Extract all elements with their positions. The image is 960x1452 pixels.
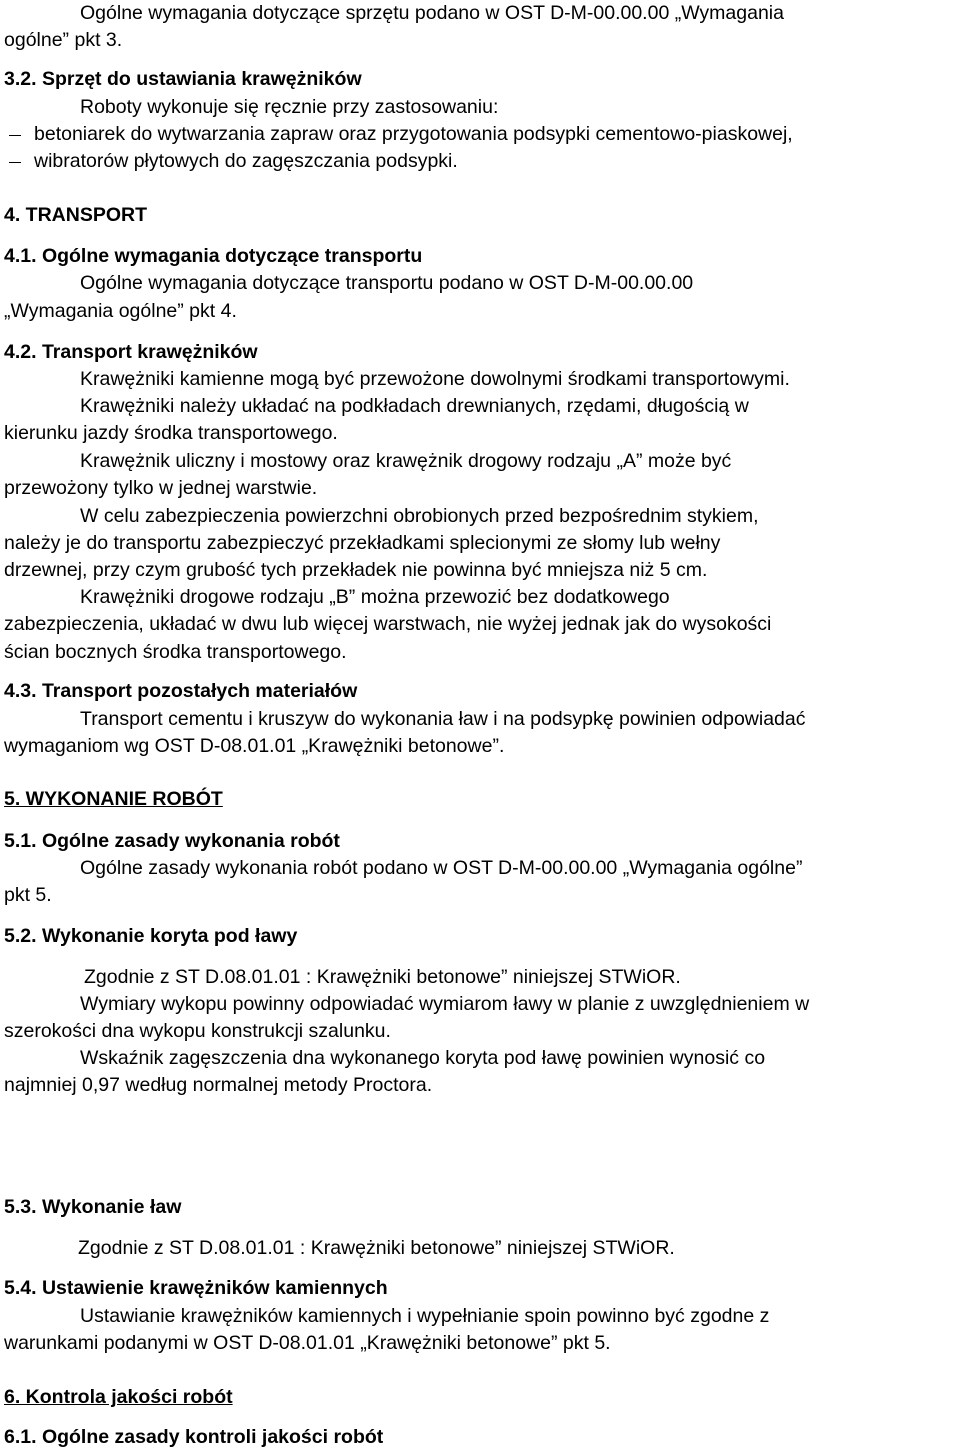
subsection-heading: 5.3. Wykonanie ław: [4, 1196, 182, 1218]
paragraph-line: ogólne” pkt 3.: [4, 29, 123, 51]
subsection-heading: 5.1. Ogólne zasady wykonania robót: [4, 830, 340, 852]
paragraph-line: „Wymagania ogólne” pkt 4.: [4, 300, 237, 322]
paragraph-line: Ustawianie krawężników kamiennych i wypełnianie spoin powinno być zgodne z: [80, 1305, 770, 1327]
paragraph-line: Krawężniki należy układać na podkładach drewnianych, rzędami, długością w: [80, 395, 749, 417]
paragraph-line: Ogólne wymagania dotyczące transportu podano w OST D-M-00.00.00: [80, 272, 694, 294]
paragraph-line: pkt 5.: [4, 884, 52, 906]
paragraph-line: należy je do transportu zabezpieczyć przekładkami splecionymi ze słomy lub wełny: [4, 532, 721, 554]
paragraph-line: przewożony tylko w jednej warstwie.: [4, 477, 318, 499]
list-dash-icon: [9, 135, 21, 136]
subsection-heading: 6.1. Ogólne zasady kontroli jakości robót: [4, 1426, 384, 1448]
paragraph-line: Roboty wykonuje się ręcznie przy zastosowaniu:: [80, 96, 499, 118]
paragraph-line: najmniej 0,97 według normalnej metody Proctora.: [4, 1074, 433, 1096]
paragraph-line: Zgodnie z ST D.08.01.01 : Krawężniki betonowe” niniejszej STWiOR.: [78, 1237, 675, 1259]
subsection-heading: 3.2. Sprzęt do ustawiania krawężników: [4, 68, 362, 90]
subsection-heading: 4.2. Transport krawężników: [4, 341, 258, 363]
subsection-heading: 4.3. Transport pozostałych materiałów: [4, 680, 358, 702]
paragraph-line: ścian bocznych środka transportowego.: [4, 641, 347, 663]
paragraph-line: Krawężnik uliczny i mostowy oraz krawężnik drogowy rodzaju „A” może być: [80, 450, 732, 472]
subsection-heading: 5.2. Wykonanie koryta pod ławy: [4, 925, 298, 947]
paragraph-line: Wskaźnik zagęszczenia dna wykonanego koryta pod ławę powinien wynosić co: [80, 1047, 766, 1069]
subsection-heading: 5.4. Ustawienie krawężników kamiennych: [4, 1277, 388, 1299]
section-heading: 4. TRANSPORT: [4, 204, 148, 226]
paragraph-line: Wymiary wykopu powinny odpowiadać wymiarom ławy w planie z uwzględnieniem w: [80, 993, 810, 1015]
paragraph-line: warunkami podanymi w OST D-08.01.01 „Krawężniki betonowe” pkt 5.: [4, 1332, 611, 1354]
paragraph-line: Transport cementu i kruszyw do wykonania ław i na podsypkę powinien odpowiadać: [80, 708, 806, 730]
paragraph-line: kierunku jazdy środka transportowego.: [4, 422, 338, 444]
paragraph-line: Zgodnie z ST D.08.01.01 : Krawężniki betonowe” niniejszej STWiOR.: [84, 966, 681, 988]
subsection-heading: 4.1. Ogólne wymagania dotyczące transportu: [4, 245, 423, 267]
list-item: betoniarek do wytwarzania zapraw oraz przygotowania podsypki cementowo-piaskowej,: [34, 123, 793, 145]
section-heading: 5. WYKONANIE ROBÓT: [4, 788, 223, 810]
paragraph-line: wymaganiom wg OST D-08.01.01 „Krawężniki betonowe”.: [4, 735, 505, 757]
list-item: wibratorów płytowych do zagęszczania podsypki.: [34, 150, 458, 172]
paragraph-line: W celu zabezpieczenia powierzchni obrobionych przed bezpośrednim stykiem,: [80, 505, 759, 527]
paragraph-line: drzewnej, przy czym grubość tych przekładek nie powinna być mniejsza niż 5 cm.: [4, 559, 708, 581]
list-dash-icon: [9, 162, 21, 163]
paragraph-line: Krawężniki kamienne mogą być przewożone dowolnymi środkami transportowymi.: [80, 368, 790, 390]
section-heading: 6. Kontrola jakości robót: [4, 1386, 233, 1408]
paragraph-line: Ogólne zasady wykonania robót podano w OST D-M-00.00.00 „Wymagania ogólne”: [80, 857, 803, 879]
paragraph-line: szerokości dna wykopu konstrukcji szalunku.: [4, 1020, 391, 1042]
paragraph-line: zabezpieczenia, układać w dwu lub więcej warstwach, nie wyżej jednak jak do wysokości: [4, 613, 772, 635]
paragraph-line: Krawężniki drogowe rodzaju „B” można przewozić bez dodatkowego: [80, 586, 670, 608]
paragraph-line: Ogólne wymagania dotyczące sprzętu podano w OST D-M-00.00.00 „Wymagania: [80, 2, 784, 24]
